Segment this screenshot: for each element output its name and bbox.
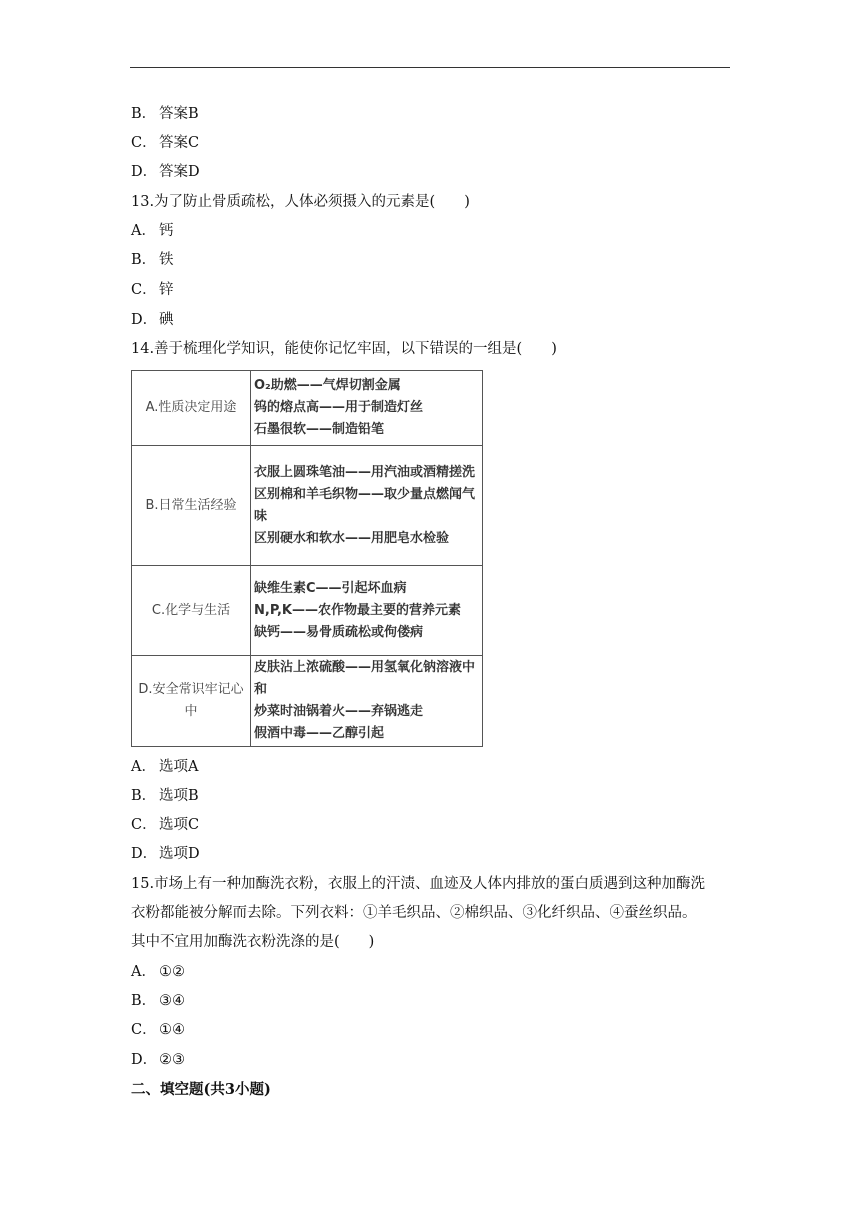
section-heading: 二、填空题(共3小题): [131, 1081, 271, 1098]
row-line: 区别棉和羊毛织物——取少量点燃闻气味: [254, 486, 476, 524]
q15-stem-line-1: 15.市场上有一种加酶洗衣粉，衣服上的汗渍、血迹及人体内排放的蛋白质遇到这种加酶洗: [131, 876, 706, 892]
q15-option-b[interactable]: [131, 991, 185, 1011]
row-line: 区别硬水和软水——用肥皂水检验: [254, 530, 450, 546]
q14-option-a[interactable]: [131, 757, 198, 777]
row-line: 衣服上圆珠笔油——用汽油或酒精搓洗: [254, 464, 476, 480]
q14-option-b[interactable]: [131, 786, 199, 806]
row-line: 石墨很软——制造铅笔: [254, 422, 385, 437]
q13-option-b[interactable]: [131, 250, 174, 270]
row-line: O₂助燃——气焊切割金属: [254, 378, 401, 393]
option-text: ①②: [159, 964, 185, 980]
option-letter: A．: [131, 964, 156, 980]
row-heading: A.性质决定用途: [132, 371, 251, 446]
row-heading: B.日常生活经验: [132, 446, 251, 566]
option-letter: B．: [131, 788, 157, 804]
option-letter: A．: [131, 759, 156, 775]
option-letter: D．: [131, 846, 158, 862]
row-line: 钨的熔点高——用于制造灯丝: [254, 400, 424, 415]
q15-option-c[interactable]: [131, 1020, 185, 1040]
option-letter: A．: [131, 223, 156, 239]
q15-stem-line-3: 其中不宜用加酶洗衣粉洗涤的是( ): [131, 934, 375, 950]
option-text: 选项D: [159, 846, 200, 862]
option-letter: C．: [131, 135, 157, 151]
table-row: [132, 446, 483, 566]
row-line: 缺维生素C——引起坏血病: [254, 580, 407, 596]
row-heading: D.安全常识牢记心中: [132, 656, 251, 747]
option-letter: B．: [131, 993, 157, 1009]
row-line: 假酒中毒——乙醇引起: [254, 726, 385, 741]
option-text: 答案B: [159, 106, 199, 122]
option-text: ②③: [159, 1052, 185, 1068]
row-line: 缺钙——易骨质疏松或佝偻病: [254, 624, 424, 640]
row-content: [251, 656, 483, 747]
option-text: 选项A: [159, 759, 199, 775]
row-line: 炒菜时油锅着火——弃锅逃走: [254, 704, 424, 719]
row-content: [251, 371, 483, 446]
table-row: [132, 656, 483, 747]
option-text: 答案C: [159, 135, 200, 151]
q14-knowledge-table: [131, 370, 483, 747]
option-letter: B．: [131, 252, 157, 268]
option-letter: D．: [131, 312, 158, 328]
q15-option-a[interactable]: [131, 962, 185, 982]
q13-stem: 13.为了防止骨质疏松，人体必须摄入的元素是( ): [131, 194, 470, 210]
row-content: [251, 566, 483, 656]
q14-stem: 14.善于梳理化学知识，能使你记忆牢固，以下错误的一组是( ): [131, 341, 557, 357]
option-text: ①④: [159, 1022, 185, 1038]
option-text: 钙: [159, 223, 174, 239]
option-letter: D．: [131, 1052, 158, 1068]
option-letter: C．: [131, 1022, 157, 1038]
q15-stem-line-2: 衣粉都能被分解而去除。下列衣料：①羊毛织品、②棉织品、③化纤织品、④蚕丝织品。: [131, 905, 697, 921]
header-rule: [130, 67, 730, 68]
q12-option-c[interactable]: [131, 133, 199, 153]
option-text: ③④: [159, 993, 185, 1009]
option-text: 选项C: [159, 817, 200, 833]
row-heading: C.化学与生活: [132, 566, 251, 656]
table-row: [132, 566, 483, 656]
option-letter: C．: [131, 817, 157, 833]
option-letter: D．: [131, 164, 158, 180]
option-letter: B．: [131, 106, 157, 122]
table-row: [132, 371, 483, 446]
q15-option-d[interactable]: [131, 1050, 185, 1070]
option-text: 铁: [159, 252, 174, 268]
q12-option-d[interactable]: [131, 162, 200, 182]
q13-option-d[interactable]: [131, 310, 174, 330]
q13-option-a[interactable]: [131, 221, 174, 241]
option-letter: C．: [131, 282, 157, 298]
option-text: 选项B: [159, 788, 199, 804]
row-line: N,P,K——农作物最主要的营养元素: [254, 602, 461, 618]
option-text: 答案D: [159, 164, 200, 180]
q14-option-c[interactable]: [131, 815, 199, 835]
row-content: [251, 446, 483, 566]
q14-option-d[interactable]: [131, 844, 200, 864]
option-text: 碘: [159, 312, 174, 328]
row-line: 皮肤沾上浓硫酸——用氢氧化钠溶液中和: [254, 660, 476, 697]
q13-option-c[interactable]: [131, 280, 174, 300]
option-text: 锌: [159, 282, 174, 298]
q12-option-b[interactable]: [131, 104, 199, 124]
